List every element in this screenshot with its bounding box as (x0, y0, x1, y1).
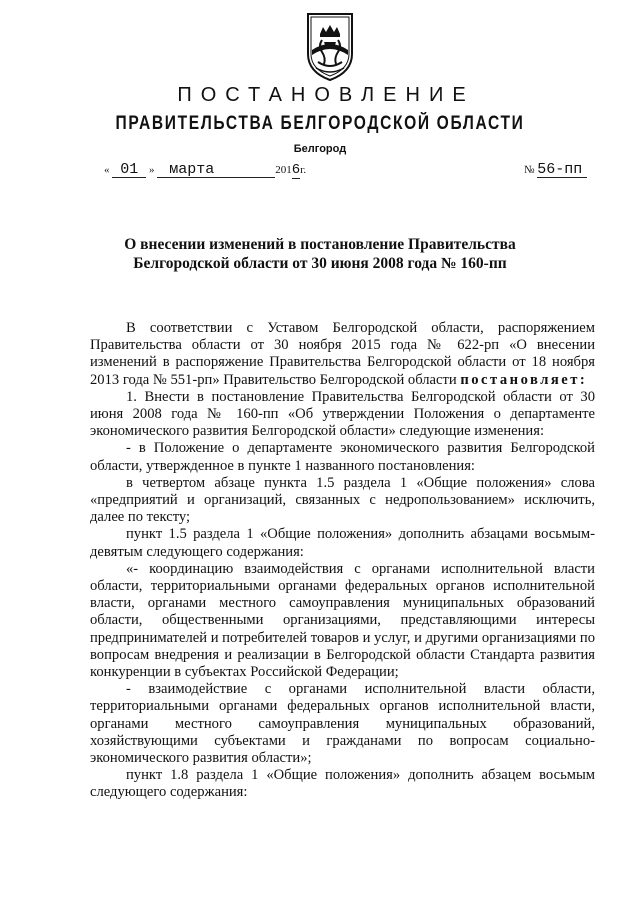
paragraph-2: 1. Внести в постановление Правительства Белгородской области от 30 июня 2008 года № 160-пп «Об утверждении Положения о департаменте экономического развития Белгородской области» следующие изменения: (90, 388, 595, 440)
document-heading (0, 235, 640, 273)
paragraph-1 (90, 320, 595, 389)
paragraph-3: - в Положение о департаменте экономического развития Белгородской области, утвержденное в пункте 1 названного постановления: (90, 440, 595, 474)
number-value: 56-пп (537, 162, 587, 178)
date-month: марта (157, 162, 275, 178)
paragraph-4: в четвертом абзаце пункта 1.5 раздела 1 «Общие положения» слова «предприятий и организаций, связанных с недропользованием» исключить, далее по тексту; (90, 474, 595, 526)
date-year-suffix: г. (300, 164, 307, 176)
date-year-digit: 6 (291, 162, 301, 178)
paragraph-8: пункт 1.8 раздела 1 «Общие положения» дополнить абзацем восьмым следующего содержания: (90, 767, 595, 801)
coat-of-arms-emblem (298, 10, 362, 82)
issuer-title: ПРАВИТЕЛЬСТВА БЕЛГОРОДСКОЙ ОБЛАСТИ (115, 113, 525, 134)
paragraph-7: - взаимодействие с органами исполнительной власти области, территориальными органами федеральных органов исполнительной власти, органами местного самоуправления муниципальных образований, хозяйствующими субъектами и гражданами по вопросам социально-экономического развития области»; (90, 681, 595, 767)
document-type-title: ПОСТАНОВЛЕНИЕ (177, 84, 475, 106)
document-body (90, 320, 595, 802)
heading-line-2: Белгородской области от 30 июня 2008 года № 160-пп (133, 255, 507, 272)
city-name: Белгород (293, 143, 347, 155)
paragraph-1-text: В соответствии с Уставом Белгородской области, распоряжением Правительства области от 30 ноября 2015 года № 622-рп «О внесении изменений в распоряжение Правительства Белгородской области от 18 ноября 2013 года № 551-рп» Правительство Белгородской области (90, 320, 595, 388)
number-label: № (524, 164, 535, 176)
document-number (524, 162, 587, 178)
heading-line-1: О внесении изменений в постановление Правительства (124, 236, 516, 253)
resolves-word: постановляет: (460, 371, 588, 388)
paragraph-6: «- координацию взаимодействия с органами исполнительной власти области, территориальными органами федеральных органов исполнительной власти, органами местного самоуправления муниципальных образований области, общественными организациями, представляющими интересы предпринимателей и потребителей товаров и услуг, и другими организациями по вопросам внедрения и реализации в Белгородской области Стандарта развития конкуренции в субъектах Российской Федерации; (90, 560, 595, 681)
document-date (104, 162, 306, 179)
date-year-prefix: 201 (275, 164, 292, 176)
paragraph-5: пункт 1.5 раздела 1 «Общие положения» дополнить абзацами восьмым-девятым следующего содержания: (90, 526, 595, 560)
quote-close: » (149, 164, 155, 176)
date-day: 01 (112, 162, 146, 178)
quote-open: « (104, 164, 110, 176)
